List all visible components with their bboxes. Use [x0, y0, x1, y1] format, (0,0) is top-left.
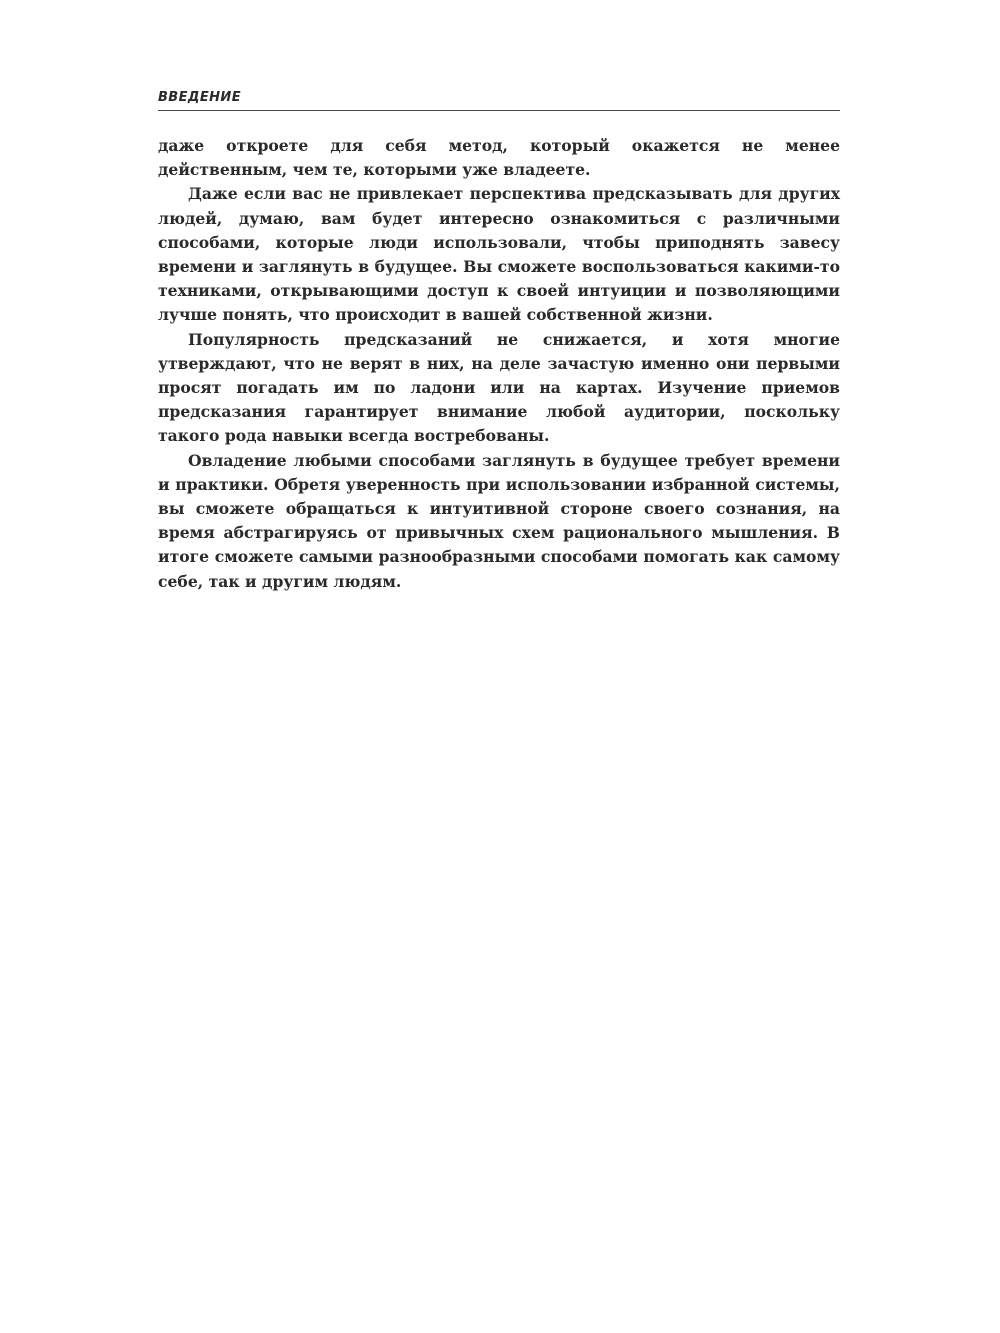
paragraph-continuation: даже откроете для себя метод, который окажется не менее действенным, чем те, которыми уже владеете.	[158, 136, 840, 180]
header-rule	[158, 110, 840, 111]
paragraph: Популярность предсказаний не снижается, и хотя многие утверждают, что не верят в них, на деле зачастую именно они первыми просят погадать им по ладони или на картах. Изучение приемов предсказания гарантирует внимание любой аудитории, поскольку такого рода навыки всегда востребованы.	[158, 329, 840, 446]
running-head-title: ВВЕДЕНИЕ	[158, 90, 241, 105]
body-text	[158, 134, 840, 594]
paragraph: Овладение любыми способами заглянуть в будущее требует времени и практики. Обретя уверенность при использовании избранной системы, вы сможете обращаться к интуитивной стороне своего сознания, на время абстрагируясь от привычных схем рационального мышления. В итоге сможете самыми разнообразными способами помогать как самому себе, так и другим людям.	[158, 450, 840, 591]
paragraph: Даже если вас не привлекает перспектива предсказывать для других людей, думаю, вам будет интересно ознакомиться с различными способами, которые люди использовали, чтобы приподнять завесу времени и заглянуть в будущее. Вы сможете воспользоваться какими-то техниками, открывающими доступ к своей интуиции и позволяющими лучше понять, что происходит в вашей собственной жизни.	[158, 184, 840, 325]
